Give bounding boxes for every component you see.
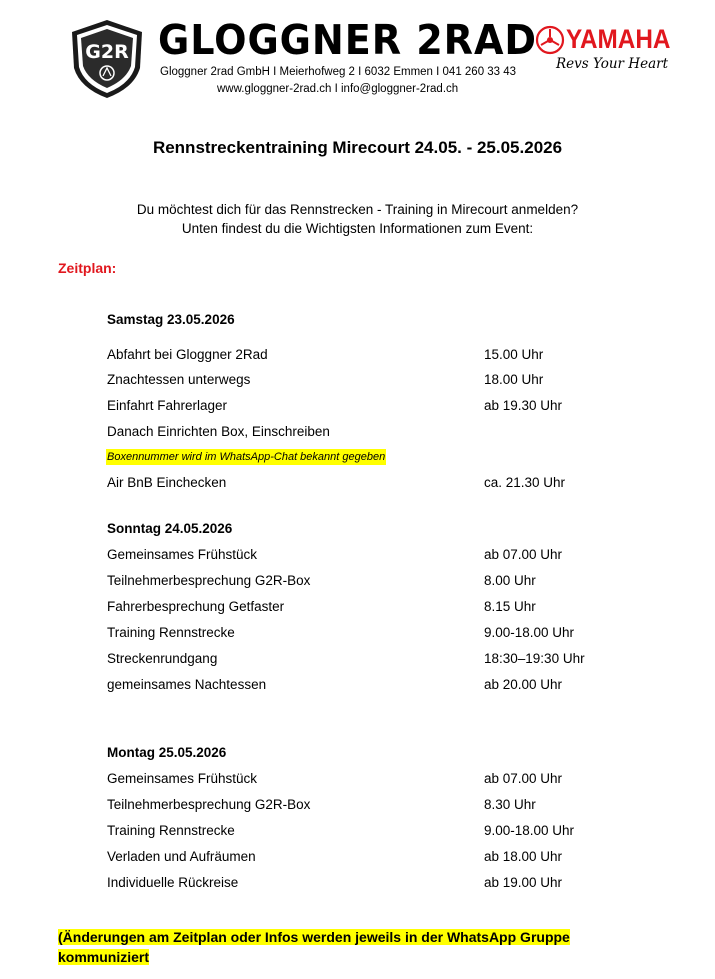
schedule-item-label: Air BnB Einchecken	[107, 475, 227, 490]
schedule-item-label: Verladen und Aufräumen	[107, 849, 256, 864]
schedule-item-time: 8.15 Uhr	[484, 599, 536, 614]
schedule-item-time: ab 20.00 Uhr	[484, 677, 563, 692]
company-address: Gloggner 2rad GmbH I Meierhofweg 2 I 6032 Emmen I 041 260 33 43	[160, 66, 517, 78]
yamaha-tuning-fork-icon	[535, 25, 565, 55]
g2r-shield-logo	[68, 18, 146, 100]
day-heading-saturday: Samstag 23.05.2026	[107, 312, 235, 327]
schedule-item-time: ab 07.00 Uhr	[484, 547, 563, 562]
schedule-item-time: 9.00-18.00 Uhr	[484, 823, 575, 838]
schedule-item-label: Abfahrt bei Gloggner 2Rad	[107, 347, 268, 362]
schedule-item-label: Einfahrt Fahrerlager	[107, 398, 228, 413]
schedule-change-note	[58, 927, 598, 967]
schedule-item-label: Gemeinsames Frühstück	[107, 771, 258, 786]
intro-line-1: Du möchtest dich für das Rennstrecken - Training in Mirecourt anmelden?	[136, 202, 579, 217]
schedule-item-label: Gemeinsames Frühstück	[107, 547, 258, 562]
yamaha-logo: YAMAHA	[566, 24, 671, 54]
day-heading-sunday: Sonntag 24.05.2026	[107, 521, 233, 536]
schedule-item-label: Individuelle Rückreise	[107, 875, 239, 890]
schedule-change-note-text: (Änderungen am Zeitplan oder Infos werden jeweils in der WhatsApp Gruppe kommuniziert	[58, 929, 570, 965]
schedule-item-label: Training Rennstrecke	[107, 823, 235, 838]
company-web-email: www.gloggner-2rad.ch I info@gloggner-2rad.ch	[217, 83, 459, 95]
schedule-item-time: 9.00-18.00 Uhr	[484, 625, 575, 640]
schedule-item-time: 15.00 Uhr	[484, 347, 544, 362]
day-heading-monday: Montag 25.05.2026	[107, 745, 227, 760]
schedule-item-label: Teilnehmerbesprechung G2R-Box	[107, 573, 311, 588]
schedule-item-label: Training Rennstrecke	[107, 625, 235, 640]
document-title: Rennstreckentraining Mirecourt 24.05. - 25.05.2026	[152, 138, 563, 157]
schedule-item-time: 18:30–19:30 Uhr	[484, 651, 585, 666]
schedule-item-label: gemeinsames Nachtessen	[107, 677, 267, 692]
schedule-item-label: Fahrerbesprechung Getfaster	[107, 599, 285, 614]
yamaha-slogan: Revs Your Heart	[556, 56, 668, 72]
schedule-item-time: 8.00 Uhr	[484, 573, 536, 588]
schedule-item-label: Streckenrundgang	[107, 651, 218, 666]
schedule-item-time: ab 19.00 Uhr	[484, 875, 563, 890]
schedule-item-time: ca. 21.30 Uhr	[484, 475, 566, 490]
g2r-logo-text: G2R	[85, 41, 129, 63]
intro-line-2: Unten findest du die Wichtigsten Informationen zum Event:	[181, 221, 534, 236]
schedule-item-time: 8.30 Uhr	[484, 797, 536, 812]
schedule-heading: Zeitplan:	[58, 260, 117, 276]
schedule-item-time: ab 07.00 Uhr	[484, 771, 563, 786]
schedule-item-time: ab 19.30 Uhr	[484, 398, 563, 413]
schedule-item-label: Danach Einrichten Box, Einschreiben	[107, 424, 330, 439]
schedule-item-label: Znachtessen unterwegs	[107, 372, 251, 387]
schedule-item-time: 18.00 Uhr	[484, 372, 544, 387]
brand-title: GLOGGNER 2RAD	[158, 16, 537, 64]
box-number-highlight-note: Boxennummer wird im WhatsApp-Chat bekannt gegeben	[107, 451, 386, 463]
schedule-item-label: Teilnehmerbesprechung G2R-Box	[107, 797, 311, 812]
schedule-item-time: ab 18.00 Uhr	[484, 849, 563, 864]
